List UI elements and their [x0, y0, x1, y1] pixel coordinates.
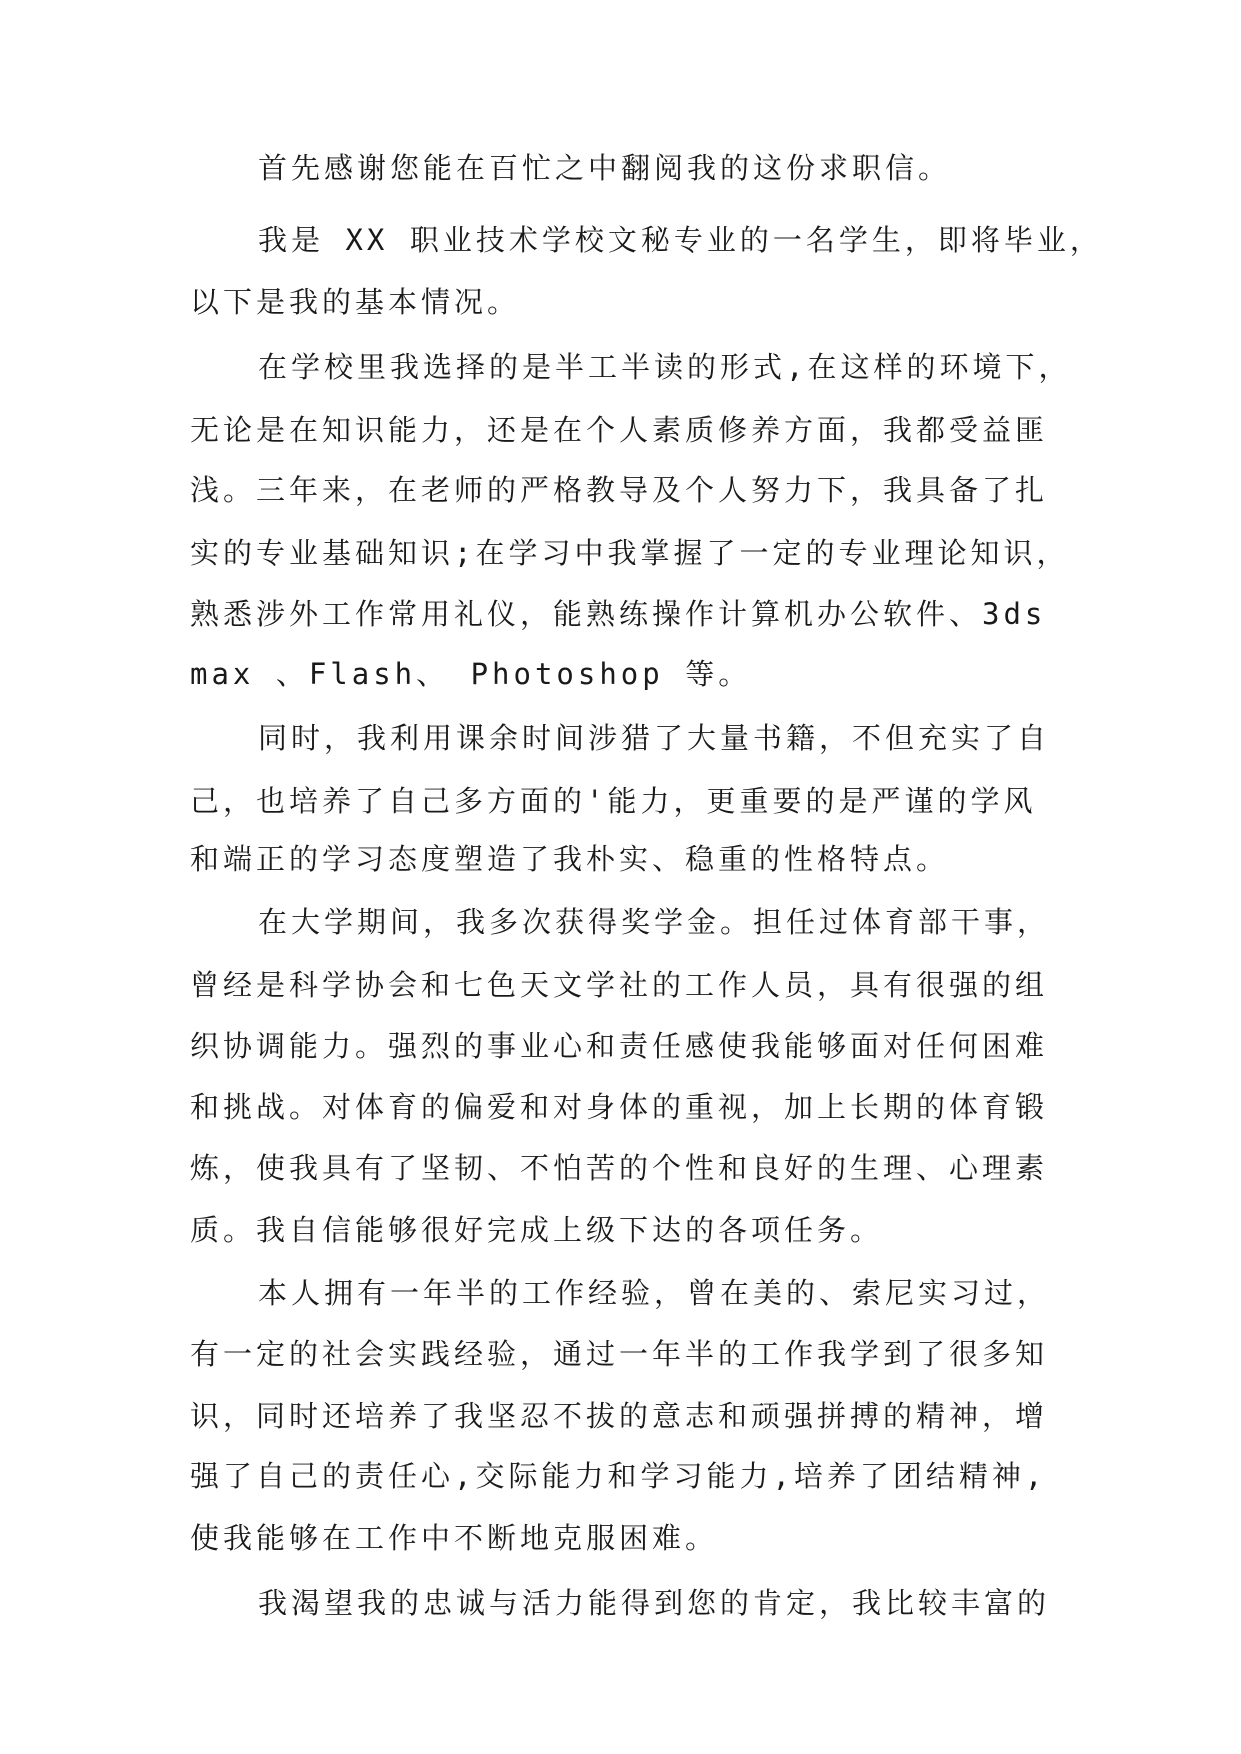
text-line: 质。我自信能够很好完成上级下达的各项任务。 — [190, 1213, 884, 1247]
text-line: 强了自己的责任心,交际能力和学习能力,培养了团结精神, — [190, 1459, 1047, 1493]
text-line: 熟悉涉外工作常用礼仪，能熟练操作计算机办公软件、3ds — [190, 597, 1047, 631]
text-line: 炼，使我具有了坚韧、不怕苦的个性和良好的生理、心理素 — [190, 1151, 1049, 1185]
text-line: 在学校里我选择的是半工半读的形式,在这样的环境下， — [258, 350, 1072, 384]
text-line: 和挑战。对体育的偏爱和对身体的重视，加上长期的体育锻 — [190, 1090, 1049, 1124]
text-line: 有一定的社会实践经验，通过一年半的工作我学到了很多知 — [190, 1337, 1049, 1371]
text-line: 我渴望我的忠诚与活力能得到您的肯定，我比较丰富的 — [258, 1586, 1051, 1620]
text-line: 使我能够在工作中不断地克服困难。 — [190, 1521, 719, 1555]
text-line: 织协调能力。强烈的事业心和责任感使我能够面对任何困难 — [190, 1029, 1049, 1063]
text-line: 以下是我的基本情况。 — [190, 285, 521, 319]
text-line: 我是 XX 职业技术学校文秘专业的一名学生，即将毕业， — [258, 223, 1103, 257]
text-line: max 、Flash、 Photoshop 等。 — [190, 657, 752, 691]
text-line: 浅。三年来，在老师的严格教导及个人努力下，我具备了扎 — [190, 473, 1049, 507]
text-line: 本人拥有一年半的工作经验，曾在美的、索尼实习过， — [258, 1276, 1051, 1310]
text-line: 首先感谢您能在百忙之中翻阅我的这份求职信。 — [258, 151, 952, 185]
text-line: 和端正的学习态度塑造了我朴实、稳重的性格特点。 — [190, 842, 950, 876]
text-line: 实的专业基础知识;在学习中我掌握了一定的专业理论知识， — [190, 536, 1070, 570]
text-line: 曾经是科学协会和七色天文学社的工作人员，具有很强的组 — [190, 968, 1049, 1002]
text-line: 识，同时还培养了我坚忍不拔的意志和顽强拼搏的精神，增 — [190, 1399, 1049, 1433]
text-line: 己，也培养了自己多方面的'能力，更重要的是严谨的学风 — [190, 784, 1037, 818]
text-line: 无论是在知识能力，还是在个人素质修养方面，我都受益匪 — [190, 413, 1049, 447]
text-line: 同时，我利用课余时间涉猎了大量书籍，不但充实了自 — [258, 721, 1051, 755]
text-line: 在大学期间，我多次获得奖学金。担任过体育部干事， — [258, 905, 1051, 939]
